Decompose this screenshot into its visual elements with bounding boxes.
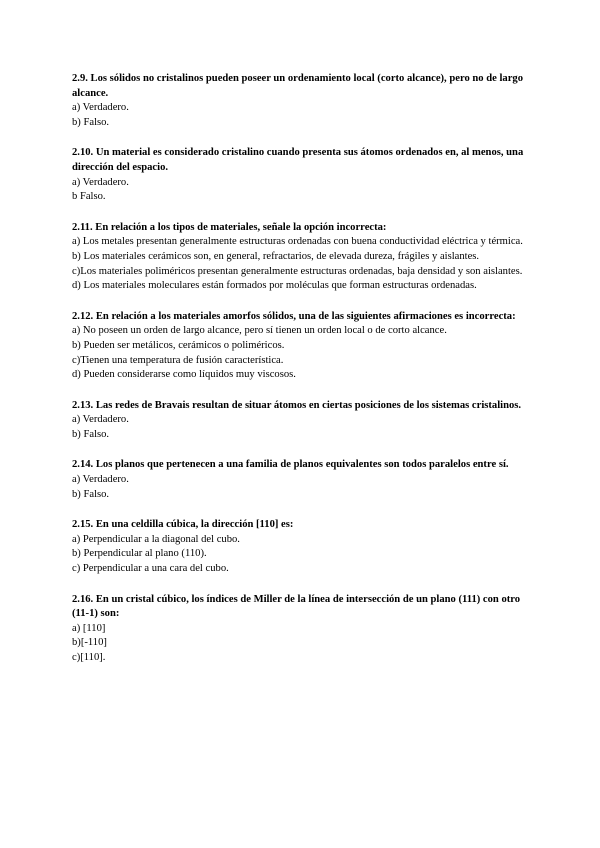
answer-option: d) Los materiales moleculares están formados por moléculas que forman estructuras ordenadas. (72, 280, 477, 292)
question-2-13 (72, 399, 532, 443)
question-title: 2.10. Un material es considerado cristalino cuando presenta sus átomos ordenados en, al menos, una dirección del espacio. (72, 147, 524, 173)
answer-option: b) Falso. (72, 428, 110, 440)
answer-option: b)[-110] (72, 637, 107, 649)
answer-option: a) [110] (72, 622, 106, 634)
question-2-10 (72, 146, 532, 204)
answer-option: b) Falso. (72, 488, 110, 500)
answer-options (72, 413, 532, 442)
question-title: 2.14. Los planos que pertenecen a una familia de planos equivalentes son todos paralelos entre sí. (72, 459, 509, 471)
question-title: 2.16. En un cristal cúbico, los índices de Miller de la línea de intersección de un plano (111) con otro (11-1) son: (72, 593, 521, 620)
answer-option: b) Perpendicular al plano (110). (72, 548, 207, 560)
question-title: 2.11. En relación a los tipos de materiales, señale la opción incorrecta: (72, 221, 387, 233)
question-2-12 (72, 310, 532, 383)
question-title: 2.15. En una celdilla cúbica, la dirección [110] es: (72, 519, 294, 531)
document-page (72, 72, 532, 682)
question-2-14 (72, 458, 532, 502)
answer-options (72, 473, 532, 502)
answer-option: c)Tienen una temperatura de fusión característica. (72, 354, 284, 366)
question-title: 2.13. Las redes de Bravais resultan de situar átomos en ciertas posiciones de los sistemas cristalinos. (72, 399, 522, 411)
answer-option: a) Los metales presentan generalmente estructuras ordenadas con buena conductividad eléctrica y térmica. (72, 236, 523, 248)
answer-option: a) Verdadero. (72, 414, 129, 426)
answer-option: c)Los materiales poliméricos presentan generalmente estructuras ordenadas, baja densidad y son aislantes. (72, 265, 523, 277)
answer-option: d) Pueden considerarse como líquidos muy viscosos. (72, 369, 296, 381)
answer-options (72, 176, 532, 205)
answer-option: c) Perpendicular a una cara del cubo. (72, 563, 229, 575)
answer-options (72, 101, 532, 130)
answer-option: a) Perpendicular a la diagonal del cubo. (72, 533, 240, 545)
answer-option: b Falso. (72, 191, 106, 203)
question-title: 2.9. Los sólidos no cristalinos pueden poseer un ordenamiento local (corto alcance), pero no de largo alcance. (72, 73, 524, 99)
answer-option: a) Verdadero. (72, 102, 129, 114)
answer-options (72, 235, 532, 293)
question-2-9 (72, 72, 532, 130)
answer-options (72, 622, 532, 666)
question-title: 2.12. En relación a los materiales amorfos sólidos, una de las siguientes afirmaciones es incorrecta: (72, 310, 516, 322)
answer-option: a) Verdadero. (72, 176, 129, 188)
question-2-11 (72, 221, 532, 294)
question-2-15 (72, 518, 532, 576)
answer-option: c)[110]. (72, 652, 106, 663)
question-2-16 (72, 593, 532, 666)
answer-options (72, 533, 532, 577)
answer-option: a) Verdadero. (72, 474, 129, 486)
answer-option: b) Pueden ser metálicos, cerámicos o poliméricos. (72, 339, 285, 351)
answer-options (72, 324, 532, 382)
answer-option: a) No poseen un orden de largo alcance, pero sí tienen un orden local o de corto alcance. (72, 325, 447, 337)
answer-option: b) Falso. (72, 116, 110, 128)
answer-option: b) Los materiales cerámicos son, en general, refractarios, de elevada dureza, frágiles y aislantes. (72, 250, 480, 262)
